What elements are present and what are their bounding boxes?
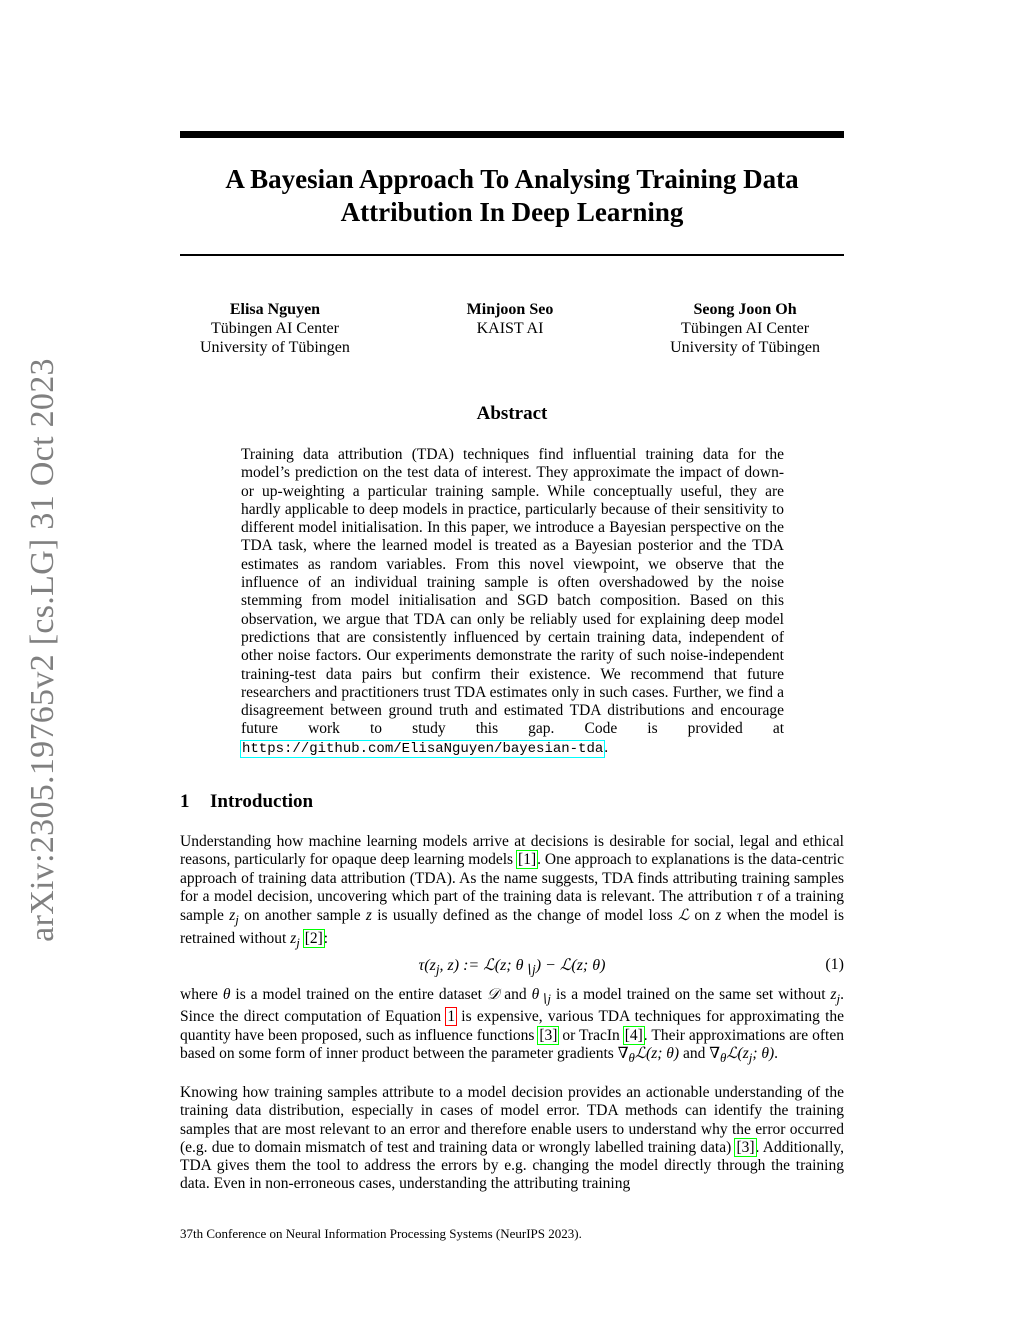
author-affiliation: University of Tübingen — [200, 339, 350, 356]
math-expression: , z) := — [439, 957, 484, 974]
math-subscript: ∖j — [539, 991, 551, 1007]
math-symbol: z — [830, 986, 837, 1003]
math-subscript: θ — [720, 1050, 727, 1066]
paragraph-intro-2 — [180, 985, 844, 1067]
code-repository-link[interactable]: https://github.com/ElisaNguyen/bayesian-tda — [242, 740, 604, 757]
math-subscript: j — [235, 912, 239, 928]
abstract-heading: Abstract — [476, 403, 548, 424]
paper-title — [180, 163, 844, 229]
text-run: Knowing how training samples attribute to a model decision provides an actionable understanding of the training data distribution, especially in cases of model error. TDA methods can identify the training samples that are most relevant to an error and therefore enable users to understand why the error occurred (e.g. due to domain mismatch of test and training data or wrongly labelled training data) — [180, 1084, 844, 1156]
author-name: Minjoon Seo — [466, 301, 554, 318]
math-expression: ; θ) — [752, 1044, 775, 1062]
section-heading-introduction — [180, 791, 844, 813]
title-line-1: A Bayesian Approach To Analysing Training Data — [225, 164, 799, 194]
section-number: 1 — [180, 791, 190, 812]
text-run: where — [180, 986, 223, 1003]
math-symbol: z — [715, 907, 722, 925]
math-symbol: ℒ — [483, 955, 495, 974]
text-run: : — [323, 929, 329, 947]
title-line-2: Attribution In Deep Learning — [340, 197, 684, 227]
text-run: on — [689, 907, 716, 925]
math-expression: (z; θ) — [571, 957, 606, 974]
conference-footnote: 37th Conference on Neural Information Processing Systems (NeurIPS 2023). — [180, 1226, 582, 1241]
math-symbol: θ — [222, 986, 231, 1003]
text-run: and — [499, 986, 532, 1003]
math-symbol: ∇ — [709, 1044, 721, 1062]
text-run: on another sample — [238, 907, 366, 925]
equation-number: (1) — [825, 956, 844, 973]
author-name: Elisa Nguyen — [229, 301, 321, 318]
math-subscript: j — [748, 1050, 753, 1066]
text-run: . Additionally, TDA gives them the tool to address the errors by e.g. changing the model directly through the training data. Even in non-erroneous cases, understanding the attributing training — [180, 1138, 844, 1193]
author-block — [200, 300, 350, 357]
author-list — [200, 300, 820, 357]
math-symbol: ℒ — [677, 906, 690, 925]
math-symbol: z — [365, 907, 372, 925]
paragraph-intro-1 — [180, 833, 844, 952]
citation-link[interactable]: [3] — [736, 1138, 755, 1156]
abstract-end: . — [604, 738, 609, 756]
text-run: is expensive, various TDA techniques for approximating the quantity have been proposed, such as influence functions — [180, 1008, 845, 1044]
math-subscript: j — [296, 934, 300, 950]
text-run: . — [774, 1044, 779, 1062]
math-symbol: ℒ — [559, 955, 572, 974]
author-affiliation: University of Tübingen — [670, 339, 820, 356]
math-symbol: τ — [756, 887, 763, 905]
author-affiliation: KAIST AI — [476, 320, 544, 337]
math-subscript: j — [435, 962, 440, 978]
text-run: is usually defined as the change of model loss — [371, 907, 678, 925]
title-rule-bottom — [180, 254, 844, 256]
text-run: and — [679, 1044, 710, 1062]
text-run: . One approach to explanations is the data-centric approach of training data attribution (TDA). As the name suggests, TDA finds attributing training samples for a model decision, uncovering which part of the training data is relevant. The attribution — [180, 851, 844, 905]
text-run: Understanding how machine learning models arrive at decisions is desirable for social, legal and ethical reasons, particularly for opaque deep learning models — [180, 833, 844, 869]
text-run: when the model is retrained without — [180, 907, 845, 947]
author-affiliation: Tübingen AI Center — [681, 320, 810, 337]
citation-link[interactable]: [1] — [518, 851, 537, 869]
math-symbol: z — [290, 929, 297, 947]
math-subscript: ∖j — [523, 962, 536, 978]
math-symbol: 𝒟 — [486, 985, 500, 1003]
math-symbol: z — [229, 907, 236, 925]
math-symbol: ∇ — [617, 1044, 629, 1062]
author-name: Seong Joon Oh — [693, 301, 797, 318]
equation-reference-link[interactable]: 1 — [447, 1008, 456, 1026]
equation-1 — [180, 954, 844, 976]
math-expression: τ(z — [418, 957, 436, 974]
text-run: . Their approximations are often based on some form of inner product between the parameter gradients — [180, 1026, 844, 1062]
author-affiliation: Tübingen AI Center — [210, 320, 339, 337]
abstract-body-text: Training data attribution (TDA) techniques find influential training data for the model’s prediction on the test data of interest. They approximate the impact of down- or up-weighting a particular training sample. While conceptually useful, they are hardly applicable to deep models in practice, particularly because of their sensitivity to different model initialisation. In this paper, we introduce a Bayesian perspective on the TDA task, where the learned model is treated as a Bayesian posterior and the TDA estimates as random variables. From this novel viewpoint, we observe that the influence of an individual training sample is often overshadowed by the noise stemming from model initialisation and SGD batch composition. Based on this observation, we argue that TDA can only be reliably used for explaining deep model predictions that are consistently influenced by certain training data, independent of other noise factors. Our experiments demonstrate the rarity of such noise-independent training-test data pairs but confirm their existence. We recommend that future researchers and practitioners trust TDA estimates only in such cases. Further, we find a disagreement between ground truth and estimated TDA distributions and encourage future work to study this gap. Code is provided at — [241, 446, 784, 738]
math-expression: ℒ(z — [726, 1044, 749, 1062]
math-symbol: θ — [531, 986, 540, 1003]
abstract-text — [241, 446, 784, 758]
arxiv-identifier — [12, 350, 74, 950]
citation-link[interactable]: [4] — [624, 1026, 643, 1044]
text-run: is a model trained on the same set without — [551, 986, 831, 1003]
math-expression: ℒ(z; θ) — [634, 1044, 680, 1062]
text-run: is a model trained on the entire dataset — [230, 986, 487, 1003]
text-run: of a training sample — [180, 887, 844, 925]
text-run: . Since the direct computation of Equation — [180, 986, 844, 1026]
text-run: or TracIn — [558, 1026, 624, 1044]
math-expression: ) − — [535, 957, 560, 974]
title-rule-top — [180, 131, 844, 138]
citation-link[interactable]: [2] — [304, 929, 323, 947]
author-block — [467, 300, 554, 357]
math-subscript: j — [836, 991, 841, 1007]
author-block — [670, 300, 820, 357]
paragraph-intro-3 — [180, 1084, 844, 1194]
equation-body — [180, 954, 844, 981]
section-title: Introduction — [210, 791, 314, 812]
arxiv-identifier-text: arXiv:2305.19765v2 [cs.LG] 31 Oct 2023 — [24, 358, 62, 942]
math-expression: (z; θ — [494, 957, 524, 974]
math-subscript: θ — [628, 1050, 635, 1066]
citation-link[interactable]: [3] — [539, 1026, 558, 1044]
